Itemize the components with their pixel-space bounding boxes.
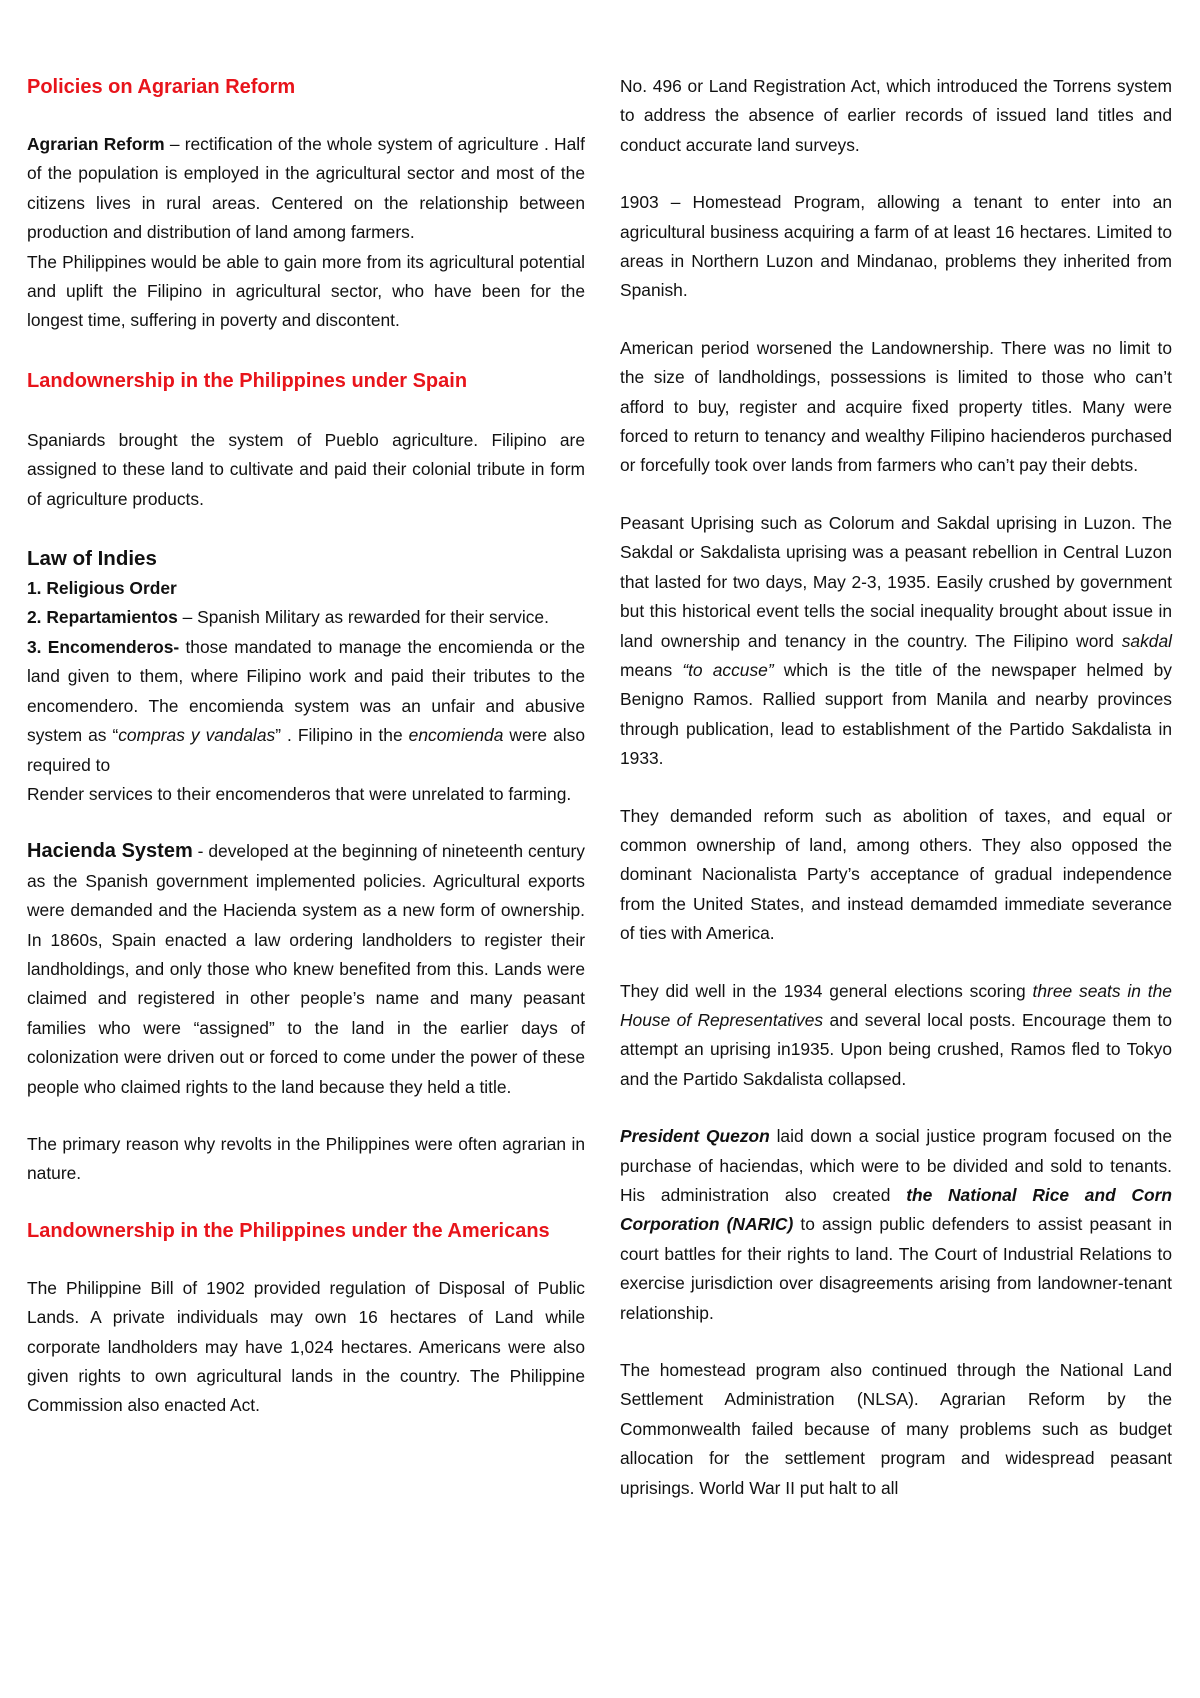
section-heading-spain: Landownership in the Philippines under Spain <box>27 369 468 392</box>
quezon-paragraph <box>620 1122 1172 1328</box>
land-registration-act-paragraph: No. 496 or Land Registration Act, which introduced the Torrens system to address the absence of earlier records of issued land titles and conduct accurate land surveys. <box>620 76 1172 155</box>
hacienda-system-paragraph <box>27 837 585 1102</box>
uprising-italic-sakdal: sakdal <box>1121 630 1172 651</box>
elections-italic: three seats in the House of Representatives <box>620 980 1172 1030</box>
homestead-program-paragraph: 1903 – Homestead Program, allowing a tenant to enter into an agricultural business acquiring a farm of at least 16 hectares. Limited to areas in Northern Luzon and Mindanao, problems they inherited from Spanish. <box>620 192 1172 301</box>
uprising-italic-to-accuse: “to accuse” <box>682 659 774 680</box>
law-item-3-text-c: were also required to <box>27 725 585 775</box>
uprising-text-a: Peasant Uprising such as Colorum and Sakdal uprising in Luzon. The Sakdal or Sakdalista uprising was a peasant rebellion in Central Luzon that lasted for two days, May 2-3, 1935. Easily crushed by government but this historical event tells the social inequality brought about issue in land ownership and tenancy in the country. The Filipino word <box>620 512 1172 651</box>
agrarian-reform-paragraph <box>27 130 585 248</box>
uprising-text-b: means <box>620 659 683 680</box>
philippine-bill-paragraph: The Philippine Bill of 1902 provided regulation of Disposal of Public Lands. A private individuals may own 16 hectares of Land while corporate landholders may have 1,024 hectares. Americans were also given rights to own agricultural lands in the country. The Philippine Commission also enacted Act. <box>27 1277 585 1416</box>
left-column <box>27 72 585 1421</box>
revolts-paragraph: The primary reason why revolts in the Philippines were often agrarian in nature. <box>27 1133 585 1184</box>
peasant-uprising-paragraph <box>620 509 1172 774</box>
agrarian-potential-paragraph: The Philippines would be able to gain more from its agricultural potential and uplift the Filipino in agricultural sector, who have been for the longest time, suffering in poverty and discontent. <box>27 251 585 331</box>
render-services-paragraph: Render services to their encomenderos that were unrelated to farming. <box>27 783 572 804</box>
agrarian-reform-definition: – rectification of the whole system of agriculture . Half of the population is employed in the agricultural sector and most of the citizens lives in rural areas. Centered on the relationship between production and distribution of land among farmers. <box>27 134 585 243</box>
section-heading-americans: Landownership in the Philippines under the Americans <box>27 1219 550 1242</box>
term-hacienda-system: Hacienda System <box>27 840 193 863</box>
law-item-3-italic: compras y vandalas <box>118 725 276 746</box>
american-period-paragraph: American period worsened the Landownership. There was no limit to the size of landholdings, possessions is limited to those who can’t afford to buy, register and acquire fixed property titles. Many were forced to return to tenancy and wealthy Filipino hacienderos purchased or forcefully took over lands from farmers who can’t pay their debts. <box>620 337 1172 476</box>
law-of-indies-heading: Law of Indies <box>27 547 157 571</box>
term-agrarian-reform: Agrarian Reform <box>27 134 165 154</box>
right-column <box>620 72 1172 1503</box>
commonwealth-paragraph: The homestead program also continued through the National Land Settlement Administration (NLSA). Agrarian Reform by the Commonwealth failed because of many problems such as budget allocation for the settlement program and widespread peasant uprisings. World War II put halt to all <box>620 1360 1172 1498</box>
demands-paragraph: They demanded reform such as abolition of taxes, and equal or common ownership of land, among others. They also opposed the dominant Nacionalista Party’s acceptance of gradual independence from the United States, and instead demamded immediate severance of ties with America. <box>620 805 1172 944</box>
law-item-2-label: 2. Repartamientos <box>27 607 178 628</box>
law-item-3-text-a: those mandated to manage the encomienda or the land given to them, where Filipino work and paid their tributes to the encomendero. The encomienda system was an unfair and abusive system as “ <box>27 636 585 746</box>
law-item-3-text-b: ” . Filipino in the <box>275 725 409 746</box>
law-item-3-italic-2: encomienda <box>408 725 504 746</box>
elections-paragraph <box>620 977 1172 1095</box>
law-item-3-label: 3. Encomenderos- <box>27 636 180 657</box>
page-title: Policies on Agrarian Reform <box>27 76 296 98</box>
pueblo-agriculture-paragraph: Spaniards brought the system of Pueblo agriculture. Filipino are assigned to these land to cultivate and paid their colonial tribute in form of agriculture products. <box>27 429 585 509</box>
quezon-text-a: laid down a social justice program focused on the purchase of haciendas, which were to be divided and sold to tenants. His administration also created <box>620 1126 1172 1205</box>
law-item-encomenderos <box>27 633 585 780</box>
law-item-religious-order <box>27 574 585 603</box>
quezon-name: President Quezon <box>620 1126 770 1147</box>
law-item-repartamientos <box>27 603 585 632</box>
law-item-2-text: – Spanish Military as rewarded for their service. <box>177 607 549 628</box>
quezon-text-b: to assign public defenders to assist peasant in court battles for their rights to land. The Court of Industrial Relations to exercise jurisdiction over disagreements arising from landowner-tenant relationship. <box>620 1214 1172 1323</box>
law-item-1-label: 1. Religious Order <box>27 578 177 599</box>
hacienda-system-definition: - developed at the beginning of nineteenth century as the Spanish government implemented policies. Agricultural exports were demanded and the Hacienda system as a new form of ownership. In 1860s, Spain enacted a law ordering landholders to register their landholdings, and only those who knew benefited from this. Lands were claimed and registered in other people’s name and many peasant families who were “assigned” to the land in the earlier days of colonization were driven out or forced to come under the power of these people who claimed rights to the land because they held a title. <box>27 841 586 1097</box>
naric-name: the National Rice and Corn Corporation (NARIC) <box>620 1185 1172 1235</box>
elections-text-b: and several local posts. Encourage them to attempt an uprising in1935. Upon being crushed, Ramos fled to Tokyo and the Partido Sakdalista collapsed. <box>620 1009 1172 1089</box>
elections-text-a: They did well in the 1934 general elections scoring <box>620 980 1033 1001</box>
uprising-text-c: which is the title of the newspaper helmed by Benigno Ramos. Rallied support from Manila and nearby provinces through publication, lead to establishment of the Partido Sakdalista in 1933. <box>620 659 1172 769</box>
